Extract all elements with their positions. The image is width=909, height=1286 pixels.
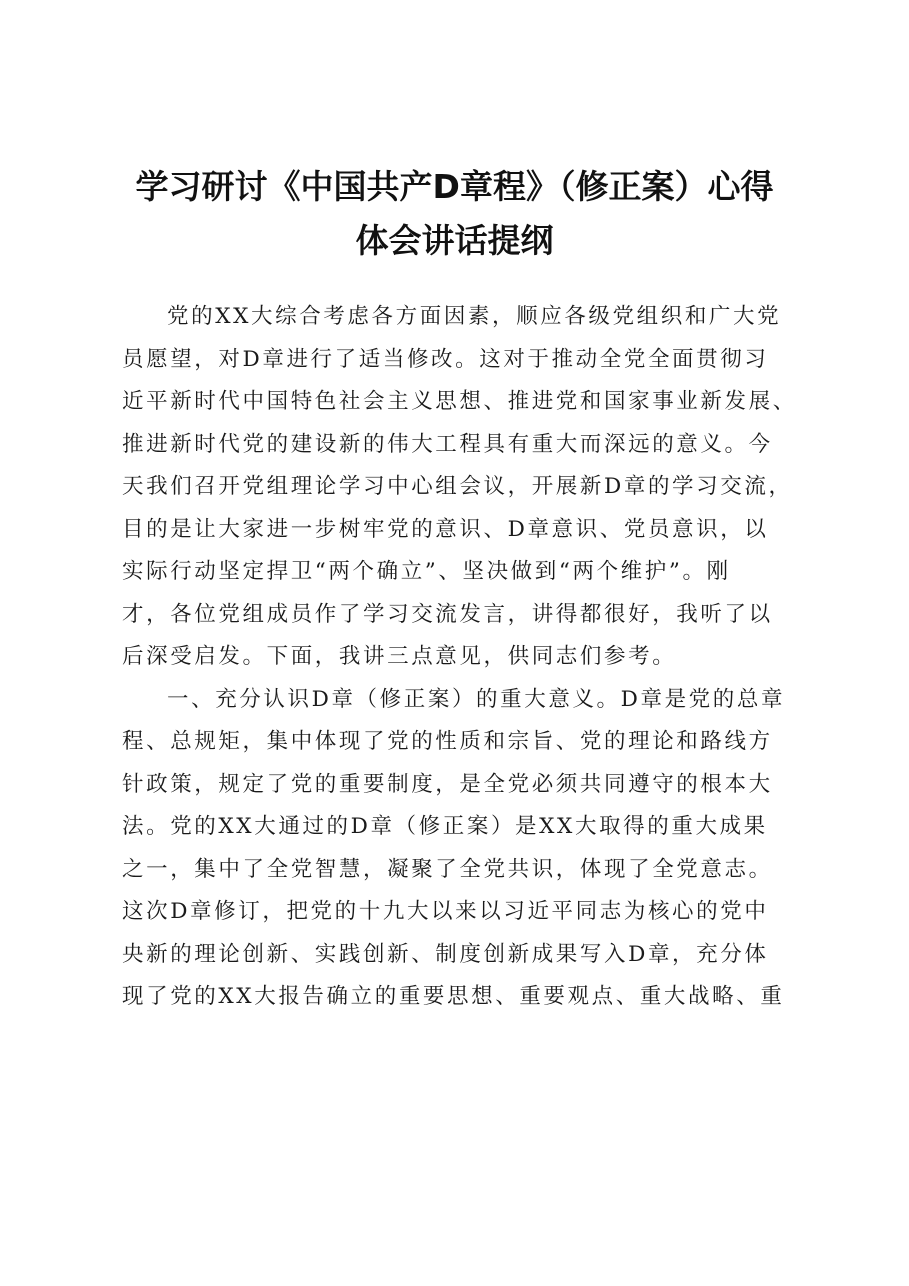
- paragraph-line: 目的是让大家进一步树牢党的意识、D章意识、党员意识，以: [122, 516, 769, 542]
- paragraph-line: 法。党的XX大通过的D章（修正案）是XX大取得的重大成果: [122, 814, 768, 839]
- paragraph-line: 现了党的XX大报告确立的重要思想、重要观点、重大战略、重: [122, 984, 785, 1009]
- paragraph-line: 这次D章修订，把党的十九大以来以习近平同志为核心的党中: [122, 899, 769, 924]
- paragraph-line: 近平新时代中国特色社会主义思想、推进党和国家事业新发展、: [122, 389, 797, 414]
- title-line-2: 体会讲话提纲: [355, 221, 554, 260]
- title-line-1: 学习研讨《中国共产D章程》（修正案）心得: [135, 167, 774, 206]
- paragraph-line: 一、充分认识D章（修正案）的重大意义。D章是党的总章: [167, 686, 786, 712]
- paragraph-line: 之一，集中了全党智慧，凝聚了全党共识，体现了全党意志。: [122, 856, 773, 882]
- paragraph-line: 推进新时代党的建设新的伟大工程具有重大而深远的意义。今: [122, 431, 773, 457]
- paragraph-line: 员愿望，对D章进行了适当修改。这对于推动全党全面贯彻习: [122, 346, 769, 372]
- paragraph-line: 程、总规矩，集中体现了党的性质和宗旨、党的理论和路线方: [122, 729, 773, 754]
- paragraph-line: 天我们召开党组理论学习中心组会议，开展新D章的学习交流，: [122, 474, 793, 499]
- paragraph-line: 针政策，规定了党的重要制度，是全党必须共同遵守的根本大: [122, 771, 773, 797]
- document-body: [122, 296, 812, 1019]
- paragraph-line: 央新的理论创新、实践创新、制度创新成果写入D章，充分体: [122, 941, 769, 967]
- paragraph-line: 才，各位党组成员作了学习交流发言，讲得都很好，我听了以: [122, 601, 773, 627]
- paragraph-line: 党的XX大综合考虑各方面因素，顺应各级党组织和广大党: [167, 304, 782, 329]
- paragraph-line: 实际行动坚定捍卫“两个确立”、坚决做到“两个维护”。刚: [122, 559, 731, 584]
- document-title: [100, 160, 809, 268]
- paragraph-line: 后深受启发。下面，我讲三点意见，供同志们参考。: [122, 644, 677, 669]
